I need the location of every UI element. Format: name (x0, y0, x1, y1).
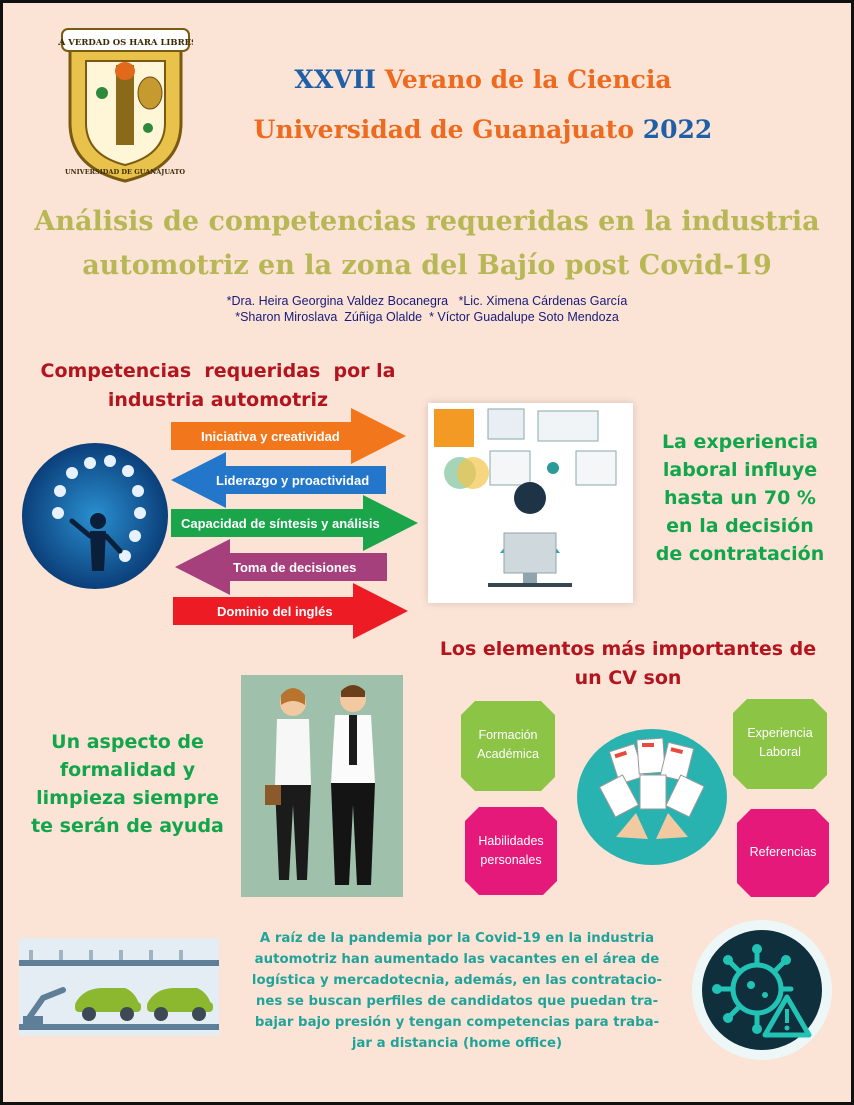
pandemia-line-2: automotriz han aumentado las vacantes en el área de (254, 952, 660, 967)
authors-line-1: *Dra. Heira Georgina Valdez Bocanegra *Lic. Ximena Cárdenas García (226, 294, 628, 308)
cv-documents-illustration (576, 727, 728, 867)
pandemia-line-5: bajar bajo presión y tengan competencias para traba- (254, 1015, 660, 1030)
cv-item-label: Referencias (749, 845, 817, 859)
competencias-heading (23, 357, 413, 415)
cv-item-habilidades (465, 807, 557, 895)
aspecto-line-4: te serán de ayuda (31, 815, 224, 837)
cv-item-label: Habilidades personales (478, 834, 544, 867)
business-people-illustration (241, 675, 403, 897)
computer-worker-illustration (428, 403, 633, 603)
experiencia-line-2: laboral influye (662, 459, 818, 481)
competency-label-1: Iniciativa y creatividad (201, 429, 340, 444)
competency-label-4: Toma de decisiones (233, 560, 357, 575)
event-year: 2022 (642, 115, 713, 144)
seal-ring-text: UNIVERSIDAD DE GUANAJUATO (65, 168, 185, 176)
seal-motto: LA VERDAD OS HARA LIBRES (58, 38, 193, 48)
university-seal-logo (58, 23, 193, 183)
header-line-2 (203, 115, 763, 144)
event-name: Verano de la Ciencia (384, 65, 672, 94)
cv-item-label: Formación Académica (477, 728, 539, 761)
competencias-heading-line-2: industria automotriz (107, 389, 329, 411)
aspecto-text (15, 728, 240, 840)
pandemia-line-1: A raíz de la pandemia por la Covid-19 en la industria (259, 931, 655, 946)
cv-heading-line-2: un CV son (574, 667, 682, 689)
juggler-illustration (20, 441, 170, 591)
aspecto-line-1: Un aspecto de (51, 731, 204, 753)
experiencia-line-1: La experiencia (661, 431, 819, 453)
cv-heading (423, 635, 833, 693)
cv-item-experiencia (733, 699, 827, 789)
assembly-line-illustration (19, 938, 219, 1036)
title-line-1: Análisis de competencias requeridas en la industria (34, 206, 820, 237)
authors (13, 293, 841, 325)
aspecto-line-2: formalidad y (59, 759, 196, 781)
pandemia-line-3: logística y mercadotecnia, además, en las contratacio- (251, 973, 663, 988)
experiencia-text (635, 428, 845, 568)
poster-title (13, 200, 841, 288)
pandemia-line-4: nes se buscan perfiles de candidatos que puedan tra- (255, 994, 659, 1009)
edition-number: XXVII (294, 65, 377, 94)
title-line-2: automotriz en la zona del Bajío post Covid-19 (82, 250, 772, 281)
competencias-heading-line-1: Competencias requeridas por la (40, 360, 396, 382)
experiencia-line-4: en la decisión (666, 515, 814, 537)
header-line-1 (203, 65, 763, 94)
authors-line-2: *Sharon Miroslava Zúñiga Olalde * Víctor Guadalupe Soto Mendoza (235, 310, 619, 324)
pandemia-line-6: jar a distancia (home office) (351, 1036, 563, 1051)
experiencia-line-3: hasta un 70 % (664, 487, 816, 509)
university-name: Universidad de Guanajuato (253, 115, 635, 144)
experiencia-line-5: de contratación (655, 543, 825, 565)
virus-warning-icon (691, 919, 833, 1061)
competency-label-3: Capacidad de síntesis y análisis (181, 516, 380, 531)
competency-arrow-5 (173, 583, 408, 639)
cv-item-formacion (461, 701, 555, 791)
competency-label-2: Liderazgo y proactividad (216, 473, 370, 488)
cv-item-referencias (737, 809, 829, 897)
cv-heading-line-1: Los elementos más importantes de (439, 638, 817, 660)
competency-label-5: Dominio del inglés (217, 604, 333, 619)
pandemia-paragraph (231, 928, 683, 1054)
aspecto-line-3: limpieza siempre (36, 787, 219, 809)
cv-item-label: Experiencia Laboral (747, 726, 813, 759)
